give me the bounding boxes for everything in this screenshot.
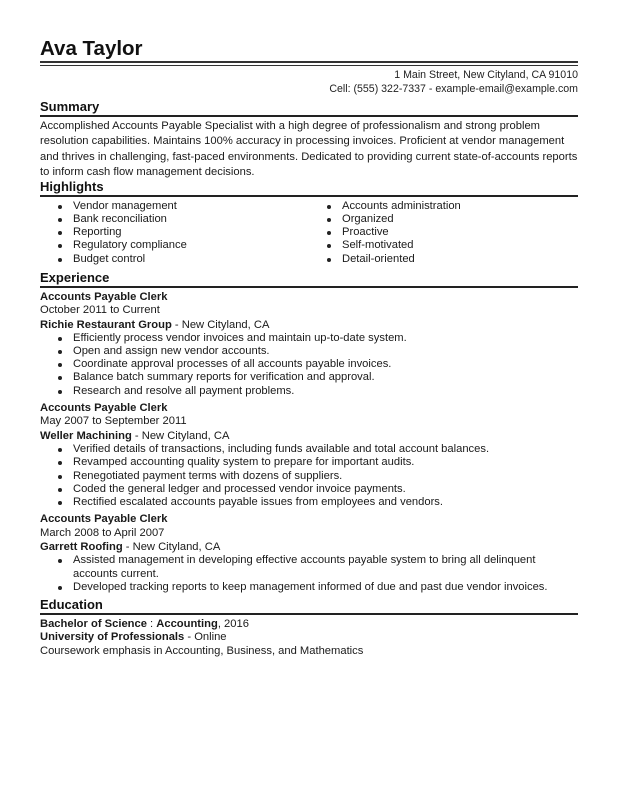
job-bullets <box>40 443 578 509</box>
list-item: Detail-oriented <box>309 253 578 266</box>
list-item: Revamped accounting quality system to prepare for important audits. <box>40 456 578 469</box>
job-dates: March 2008 to April 2007 <box>40 526 165 539</box>
section-rule <box>40 286 578 288</box>
list-item: Coded the general ledger and processed vendor invoice payments. <box>40 483 578 496</box>
summary-section <box>40 99 578 181</box>
bullet-icon <box>58 205 62 209</box>
bullet-icon <box>58 258 62 262</box>
candidate-name: Ava Taylor <box>40 37 143 60</box>
list-item: Regulatory compliance <box>40 239 309 252</box>
list-item: Vendor management <box>40 200 309 213</box>
section-title: Highlights <box>40 179 104 194</box>
bullet-icon <box>58 218 62 222</box>
highlights-list-right <box>309 200 578 266</box>
list-item: Proactive <box>309 226 578 239</box>
bullet-icon <box>327 258 331 262</box>
job-dates: October 2011 to Current <box>40 304 160 316</box>
contact-block <box>329 68 578 96</box>
bullet-icon <box>58 475 62 479</box>
experience-section <box>40 270 578 594</box>
job-employer: Garrett Roofing - New Cityland, CA <box>40 541 221 554</box>
list-item: Self-motivated <box>309 239 578 252</box>
job-employer: Weller Machining - New Cityland, CA <box>40 429 230 442</box>
coursework-line: Coursework emphasis in Accounting, Business, and Mathematics <box>40 644 364 657</box>
bullet-icon <box>327 205 331 209</box>
list-item: Renegotiated payment terms with dozens of suppliers. <box>40 470 578 483</box>
list-item: Verified details of transactions, including funds available and total account balances. <box>40 443 578 456</box>
bullet-icon <box>58 559 62 563</box>
bullet-icon <box>327 218 331 222</box>
list-item: Organized <box>309 213 578 226</box>
section-rule <box>40 195 578 197</box>
bullet-icon <box>58 363 62 367</box>
bullet-icon <box>58 231 62 235</box>
summary-text: Accomplished Accounts Payable Specialist with a high degree of professionalism and strong problem resolution capabilities. Maintains 100% accuracy in processing invoices. Proficient at vendor management and thrives in challenging, fast-paced environments. Dedicated to providing current state-of-accounts reports to inform cash flow management decisions. <box>40 119 578 178</box>
job-dates: May 2007 to September 2011 <box>40 415 187 428</box>
job-entry <box>40 402 578 509</box>
list-item: Research and resolve all payment problems. <box>40 385 578 398</box>
section-title: Experience <box>40 270 110 285</box>
bullet-icon <box>58 337 62 341</box>
bullet-icon <box>58 448 62 452</box>
highlights-section <box>40 179 578 266</box>
bullet-icon <box>58 586 62 590</box>
list-item: Bank reconciliation <box>40 213 309 226</box>
bullet-icon <box>327 231 331 235</box>
bullet-icon <box>58 461 62 465</box>
list-item: Balance batch summary reports for verification and approval. <box>40 371 578 384</box>
school-line: University of Professionals - Online <box>40 631 227 643</box>
list-item: Developed tracking reports to keep management informed of due and past due vendor invoices. <box>40 581 578 594</box>
job-bullets <box>40 332 578 398</box>
bullet-icon <box>58 488 62 492</box>
section-title: Summary <box>40 99 100 114</box>
header-rule-thin <box>40 65 578 66</box>
list-item: Efficiently process vendor invoices and maintain up-to-date system. <box>40 332 578 345</box>
job-title: Accounts Payable Clerk <box>40 401 168 414</box>
bullet-icon <box>58 376 62 380</box>
bullet-icon <box>58 390 62 394</box>
job-bullets <box>40 554 578 594</box>
section-rule <box>40 613 578 615</box>
bullet-icon <box>58 501 62 505</box>
section-title: Education <box>40 597 103 612</box>
list-item: Coordinate approval processes of all accounts payable invoices. <box>40 358 578 371</box>
section-rule <box>40 115 578 117</box>
highlights-list-left <box>40 200 309 266</box>
list-item: Reporting <box>40 226 309 239</box>
job-employer: Richie Restaurant Group - New Cityland, CA <box>40 318 270 331</box>
header-rule-thick <box>40 61 578 63</box>
job-title: Accounts Payable Clerk <box>40 290 168 303</box>
education-section <box>40 597 578 658</box>
list-item: Budget control <box>40 253 309 266</box>
phone-email: Cell: (555) 322-7337 - example-email@example.com <box>329 83 578 95</box>
list-item: Assisted management in developing effective accounts payable system to bring all delinquent accounts current. <box>40 554 578 581</box>
bullet-icon <box>58 244 62 248</box>
degree-line: Bachelor of Science : Accounting, 2016 <box>40 617 249 630</box>
list-item: Open and assign new vendor accounts. <box>40 345 578 358</box>
address: 1 Main Street, New Cityland, CA 91010 <box>394 69 578 81</box>
job-entry <box>40 513 578 594</box>
list-item: Accounts administration <box>309 200 578 213</box>
bullet-icon <box>327 244 331 248</box>
job-title: Accounts Payable Clerk <box>40 513 168 526</box>
list-item: Rectified escalated accounts payable issues from employees and vendors. <box>40 496 578 509</box>
bullet-icon <box>58 350 62 354</box>
job-entry <box>40 291 578 398</box>
